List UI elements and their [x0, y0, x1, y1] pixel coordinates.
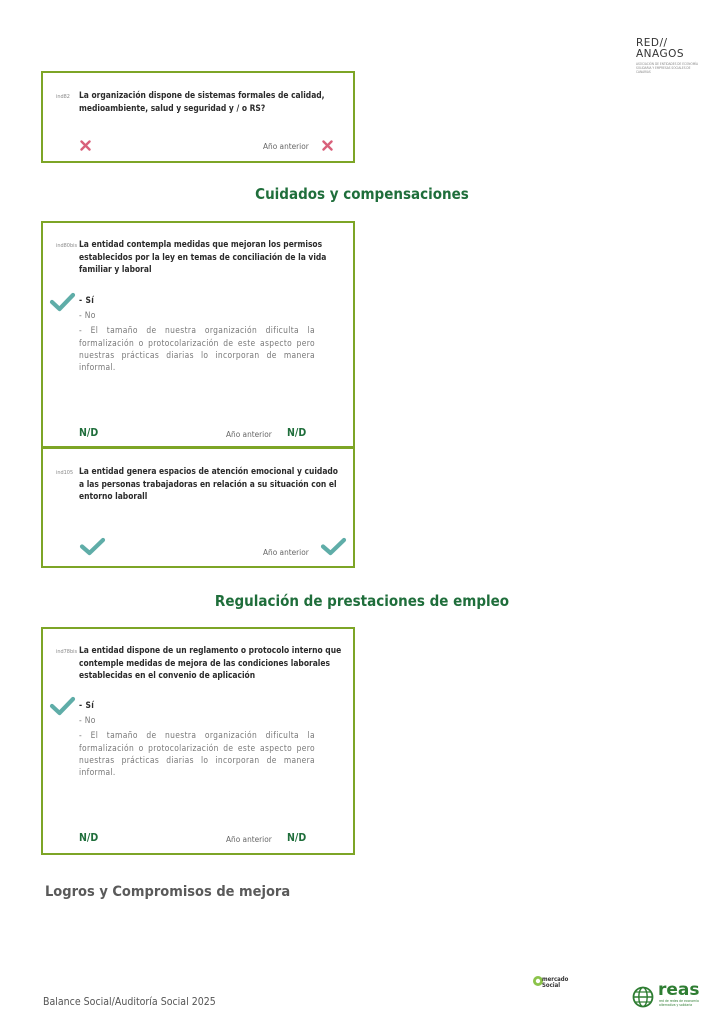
indicator-code: ind78bis: [56, 649, 78, 655]
option: - No: [79, 715, 96, 726]
indicator-question: La entidad dispone de un reglamento o protocolo interno que contemple medidas de mejora de las condiciones laborales establecidas en el convenio de aplicación: [79, 645, 342, 680]
section-title-cuidados: Cuidados y compensaciones: [255, 185, 469, 203]
indicator-card-ind78bis: [41, 627, 355, 855]
page-footer-text: Balance Social/Auditoría Social 2025: [43, 996, 216, 1008]
answer-options: [79, 294, 315, 373]
indicator-card-ind105: [41, 447, 355, 568]
option-selected: - Sí: [79, 700, 95, 710]
previous-year-value: N/D: [287, 427, 307, 439]
globe-icon: [632, 986, 654, 1008]
reas-wordmark: reas: [658, 980, 700, 1000]
previous-year-value: N/D: [287, 832, 307, 844]
indicator-card-ind80bis: [41, 221, 355, 448]
mercado-social-text: mercado Social: [542, 976, 569, 989]
previous-year-label: Año anterior: [226, 429, 272, 439]
indicator-question: La entidad contempla medidas que mejoran los permisos establecidos por la ley en temas de conciliación de la vida familiar y laboral: [79, 239, 327, 274]
check-icon: [49, 292, 76, 312]
previous-year-label: Año anterior: [263, 141, 309, 151]
indicator-card-ind82: [41, 71, 355, 163]
option-selected: - Sí: [79, 295, 95, 305]
brand-name: RED// ANAGOS: [636, 37, 685, 60]
indicator-code: ind80bis: [56, 243, 78, 249]
red-anagos-logo: [636, 38, 706, 74]
cross-icon: [80, 140, 91, 151]
check-icon: [49, 696, 76, 716]
check-icon: [320, 537, 347, 556]
indicator-question: La entidad genera espacios de atención emocional y cuidado a las personas trabajadoras en relación a su situación con el entorno laborall: [79, 466, 338, 501]
current-value: N/D: [79, 832, 99, 844]
section-title-regulacion: Regulación de prestaciones de empleo: [214, 592, 510, 610]
check-icon: [79, 537, 106, 556]
reas-tagline: red de redes de economía alternativa y solidaria: [659, 999, 699, 1007]
indicator-code: ind82: [56, 94, 70, 100]
cross-icon: [322, 140, 333, 151]
brand-tagline: ASOCIACIÓN DE ENTIDADES DE ECONOMÍA SOLIDARIA Y EMPRESAS SOCIALES DE CANARIAS: [636, 62, 698, 74]
answer-options: [79, 699, 315, 778]
option: - El tamaño de nuestra organización dificulta la formalización o protocolarización de este aspecto pero nuestras prácticas diarias lo incorporan de manera informal.: [79, 325, 315, 373]
previous-year-label: Año anterior: [226, 834, 272, 844]
option: - El tamaño de nuestra organización dificulta la formalización o protocolarización de este aspecto pero nuestras prácticas diarias lo incorporan de manera informal.: [79, 730, 315, 778]
option: - No: [79, 310, 96, 321]
previous-year-label: Año anterior: [263, 547, 309, 557]
current-value: N/D: [79, 427, 99, 439]
indicator-code: ind105: [56, 470, 74, 476]
logros-heading: Logros y Compromisos de mejora: [45, 884, 291, 900]
indicator-question: La organización dispone de sistemas formales de calidad, medioambiente, salud y seguridad y / o RS?: [79, 90, 325, 113]
